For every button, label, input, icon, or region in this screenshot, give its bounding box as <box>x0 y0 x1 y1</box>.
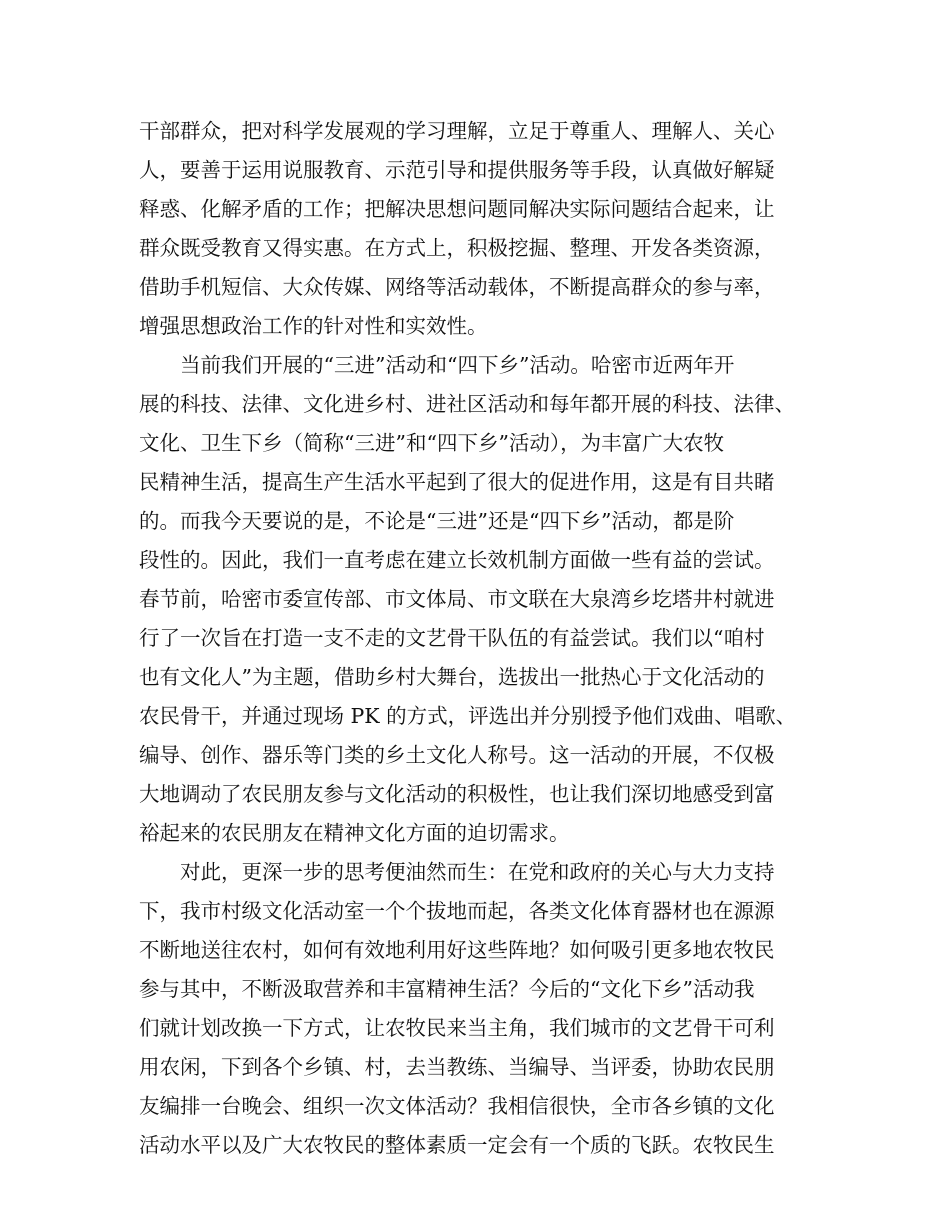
text-line: 也有文化人”为主题，借助乡村大舞台，选拔出一批热心于文化活动的 <box>139 665 765 689</box>
text-line: 干部群众，把对科学发展观的学习理解，立足于尊重人、理解人、关心 <box>139 119 775 143</box>
text-line: 们就计划改换一下方式，让农牧民来当主角，我们城市的文艺骨干可利 <box>139 1016 775 1040</box>
text-line: 人，要善于运用说服教育、示范引导和提供服务等手段，认真做好解疑 <box>139 158 775 182</box>
text-line: 不断地送往农村，如何有效地利用好这些阵地？如何吸引更多地农牧民 <box>139 938 775 962</box>
text-line: 用农闲，下到各个乡镇、村，去当教练、当编导、当评委，协助农民朋 <box>139 1055 775 1079</box>
text-line: 文化、卫生下乡（简称“三进”和“四下乡”活动），为丰富广大农牧 <box>139 431 725 455</box>
text-line: 当前我们开展的“三进”活动和“四下乡”活动。哈密市近两年开 <box>139 353 735 377</box>
text-line: 大地调动了农民朋友参与文化活动的积极性，也让我们深切地感受到富 <box>139 782 775 806</box>
text-line: 展的科技、法律、文化进乡村、进社区活动和每年都开展的科技、法律、 <box>139 392 795 416</box>
text-line: 编导、创作、器乐等门类的乡土文化人称号。这一活动的开展，不仅极 <box>139 743 775 767</box>
text-line: 释惑、化解矛盾的工作；把解决思想问题同解决实际问题结合起来，让 <box>139 197 775 221</box>
text-line: 对此，更深一步的思考便油然而生：在党和政府的关心与大力支持 <box>139 860 775 884</box>
text-line: 借助手机短信、大众传媒、网络等活动载体，不断提高群众的参与率， <box>139 275 775 299</box>
text-line: 农民骨干，并通过现场 PK 的方式，评选出并分别授予他们戏曲、唱歌、 <box>139 704 797 728</box>
text-line: 春节前，哈密市委宣传部、市文体局、市文联在大泉湾乡圪塔井村就进 <box>139 587 775 611</box>
text-line: 活动水平以及广大农牧民的整体素质一定会有一个质的飞跃。农牧民生 <box>139 1133 775 1157</box>
text-line: 民精神生活，提高生产生活水平起到了很大的促进作用，这是有目共睹 <box>139 470 775 494</box>
text-line: 友编排一台晚会、组织一次文体活动？我相信很快，全市各乡镇的文化 <box>139 1094 775 1118</box>
text-line: 增强思想政治工作的针对性和实效性。 <box>139 314 488 338</box>
text-line: 参与其中，不断汲取营养和丰富精神生活？今后的“文化下乡”活动我 <box>139 977 755 1001</box>
text-line: 行了一次旨在打造一支不走的文艺骨干队伍的有益尝试。我们以“咱村 <box>139 626 765 650</box>
text-line: 下，我市村级文化活动室一个个拔地而起，各类文化体育器材也在源源 <box>139 899 775 923</box>
text-line: 群众既受教育又得实惠。在方式上，积极挖掘、整理、开发各类资源， <box>139 236 775 260</box>
body-text <box>139 112 829 1165</box>
text-line: 段性的。因此，我们一直考虑在建立长效机制方面做一些有益的尝试。 <box>139 548 775 572</box>
text-line: 的。而我今天要说的是，不论是“三进”还是“四下乡”活动，都是阶 <box>139 509 735 533</box>
text-line: 裕起来的农民朋友在精神文化方面的迫切需求。 <box>139 821 570 845</box>
